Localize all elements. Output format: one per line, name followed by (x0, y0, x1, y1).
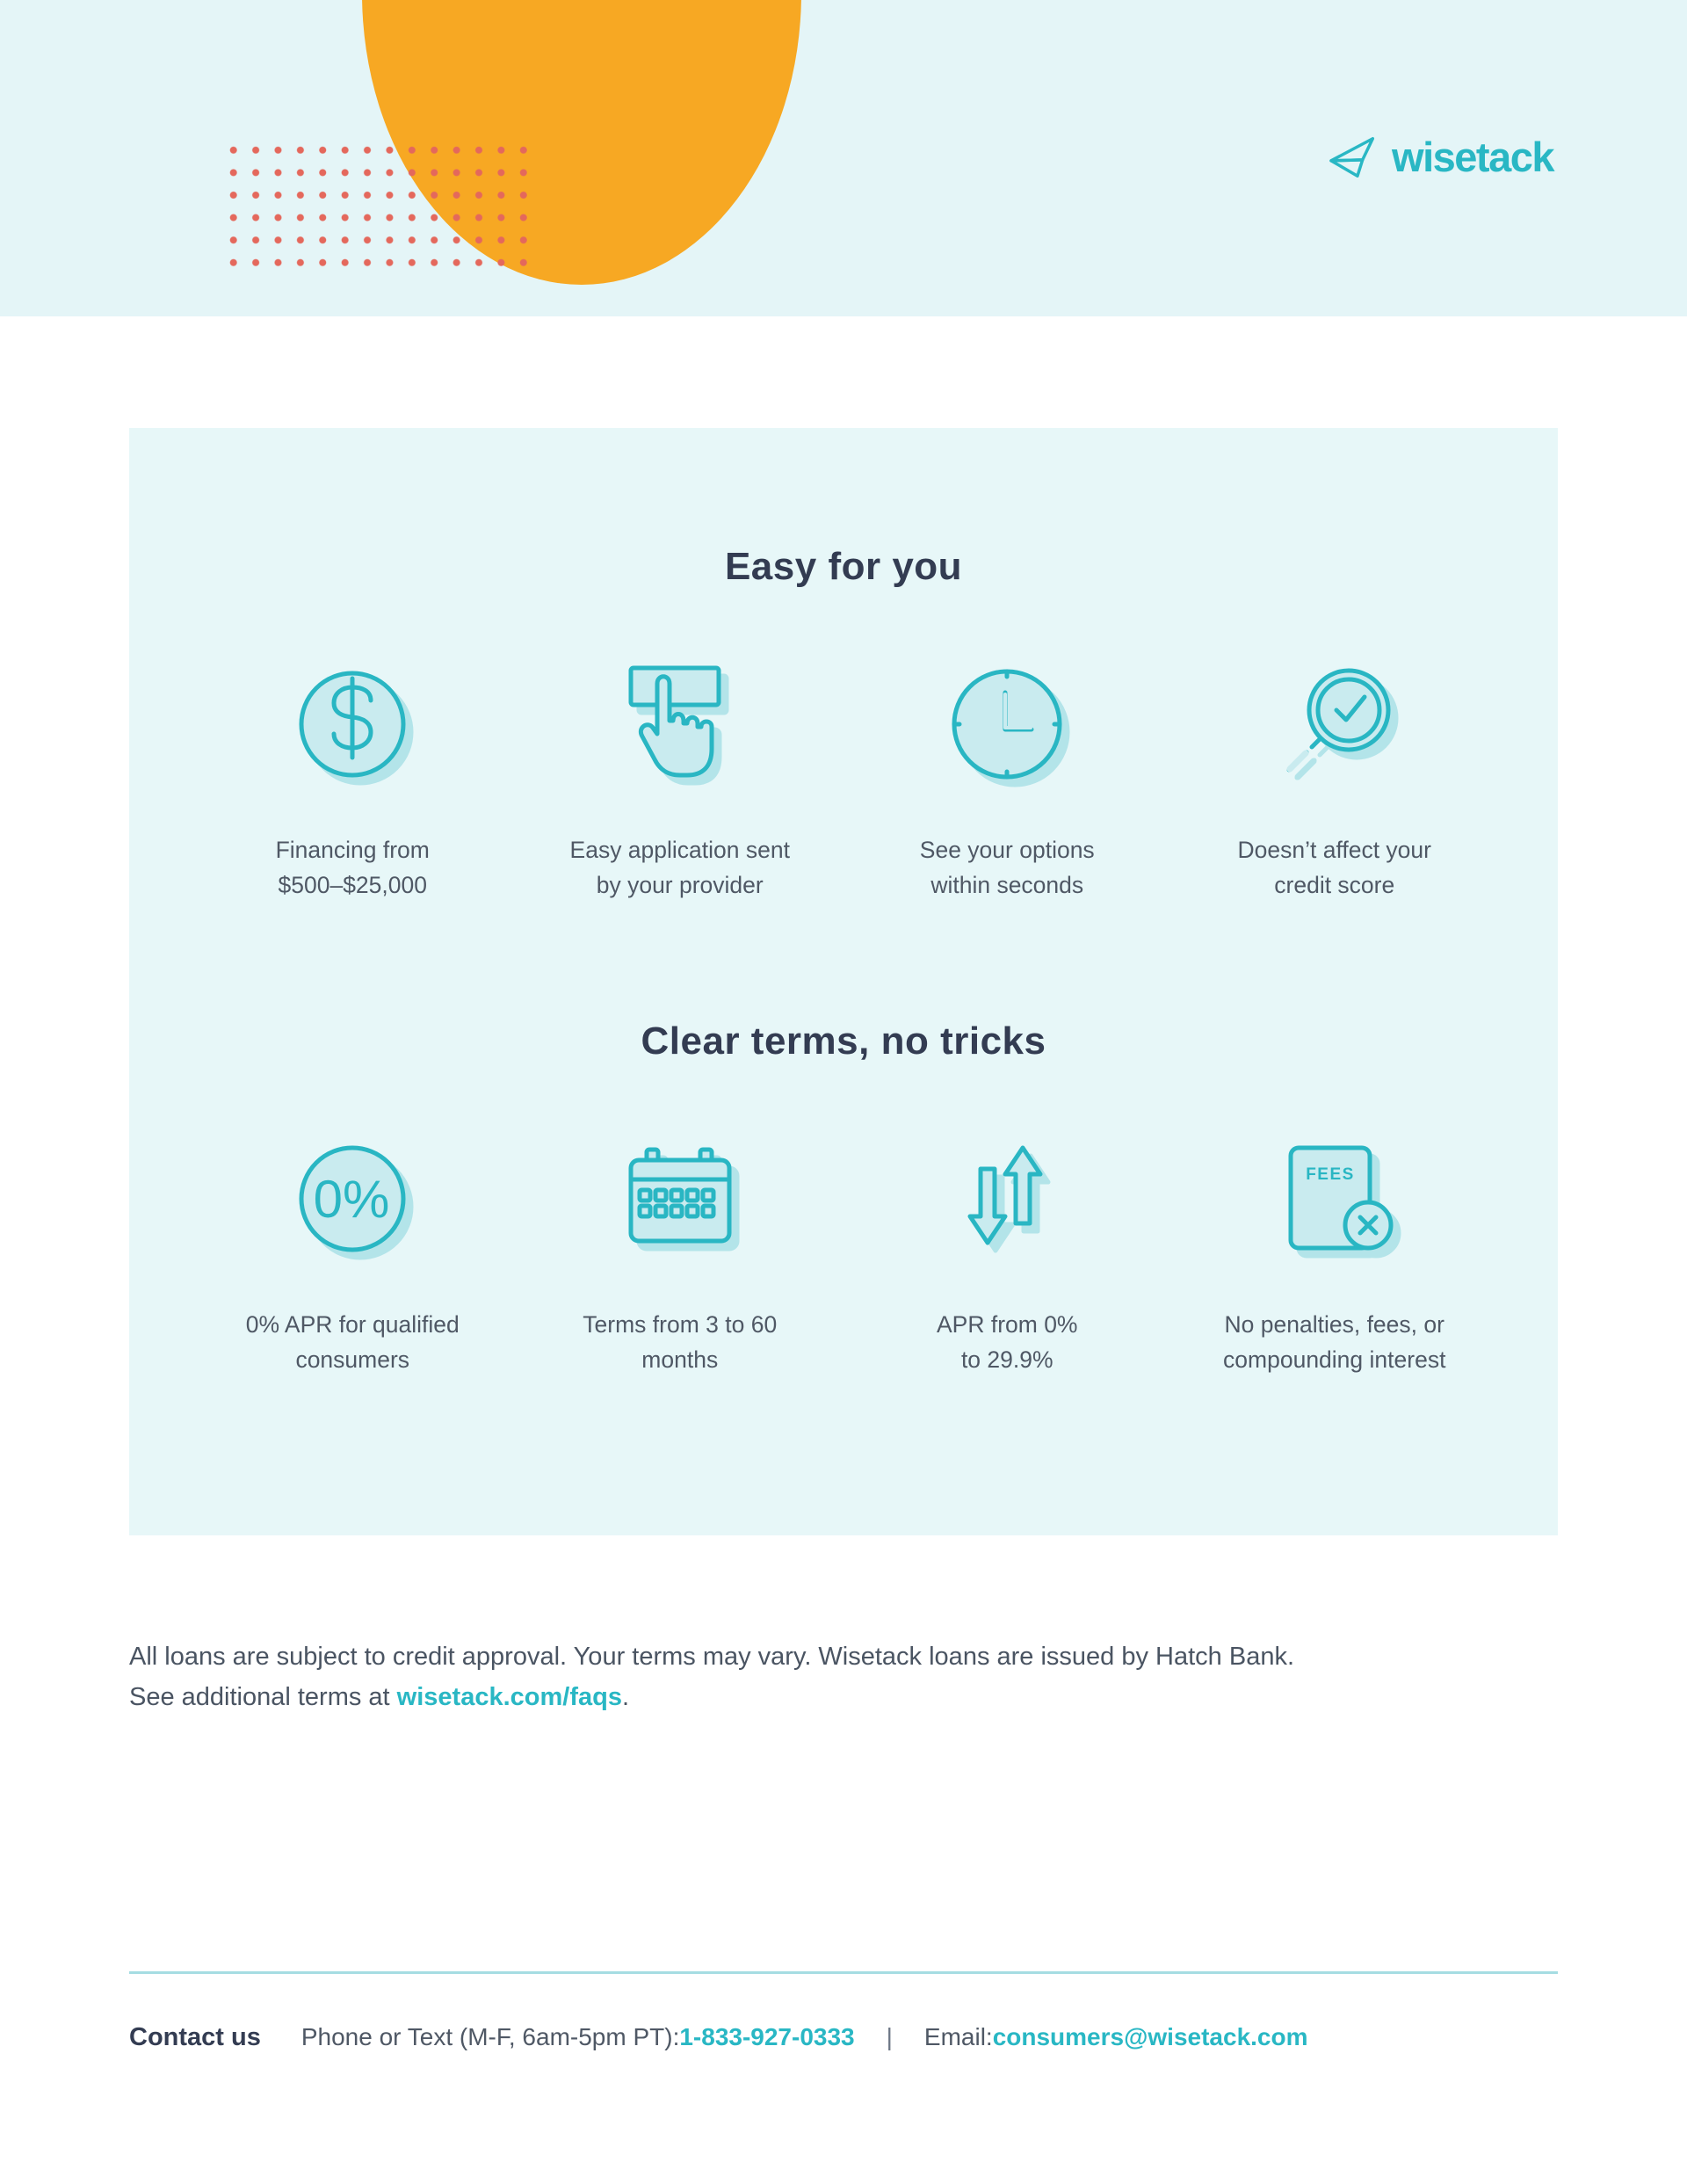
arrows-up-down-icon (844, 1115, 1171, 1282)
feature-easy-application (517, 641, 844, 903)
feature-apr-range (844, 1115, 1171, 1377)
contact-separator: | (886, 2023, 893, 2050)
disclaimer-line-1: All loans are subject to credit approval. Your terms may vary. Wisetack loans are issued by Hatch Bank. (129, 1643, 1295, 1671)
wisetack-logo (1329, 132, 1553, 181)
features-row-2 (189, 1115, 1498, 1377)
disclaimer-text (129, 1636, 1588, 1717)
footer-divider (129, 1971, 1558, 1974)
email-link[interactable]: consumers@wisetack.com (992, 2023, 1308, 2050)
paper-bird-icon (1329, 132, 1383, 181)
feature-terms (517, 1115, 844, 1377)
phone-label: Phone or Text (M-F, 6am-5pm PT): (300, 2023, 680, 2050)
section-title-clear-terms: Clear terms, no tricks (641, 1019, 1046, 1063)
fees-crossed-icon (1171, 1115, 1499, 1282)
feature-caption: 0% APR for qualified consumers (245, 1311, 460, 1373)
features-row-1 (189, 641, 1498, 903)
feature-caption: Doesn’t affect your credit score (1237, 837, 1431, 898)
tap-button-icon (517, 641, 844, 808)
feature-see-options (844, 641, 1171, 903)
clock-icon (844, 641, 1171, 808)
contact-row (129, 2023, 1605, 2052)
feature-caption: Easy application sent by your provider (569, 837, 790, 898)
email-label: Email: (923, 2023, 993, 2050)
feature-caption: No penalties, fees, or compounding interest (1223, 1311, 1446, 1373)
feature-caption: Terms from 3 to 60 months (583, 1311, 778, 1373)
disclaimer-line-2: See additional terms at wisetack.com/faqs. (129, 1683, 630, 1711)
phone-link[interactable]: 1-833-927-0333 (679, 2023, 855, 2050)
feature-financing (189, 641, 517, 903)
feature-zero-apr (189, 1115, 517, 1377)
feature-no-fees (1171, 1115, 1499, 1377)
feature-caption: See your options within seconds (919, 837, 1095, 898)
fees-label: FEES (1305, 1165, 1355, 1184)
calendar-icon (517, 1115, 844, 1282)
benefits-panel (129, 428, 1558, 1535)
coral-dots-pattern (222, 139, 535, 274)
section-title-easy-for-you: Easy for you (724, 545, 963, 588)
feature-caption: Financing from $500–$25,000 (275, 837, 430, 898)
feature-caption: APR from 0% to 29.9% (936, 1311, 1078, 1373)
feature-credit-score (1171, 641, 1499, 903)
dollar-circle-icon (189, 641, 517, 808)
zero-percent-label: 0% (313, 1170, 390, 1229)
faqs-link[interactable]: wisetack.com/faqs (396, 1683, 622, 1711)
contact-us-label: Contact us (129, 2023, 261, 2051)
zero-percent-icon (189, 1115, 517, 1282)
magnifier-check-icon (1171, 641, 1499, 808)
logo-wordmark: wisetack (1392, 133, 1553, 180)
